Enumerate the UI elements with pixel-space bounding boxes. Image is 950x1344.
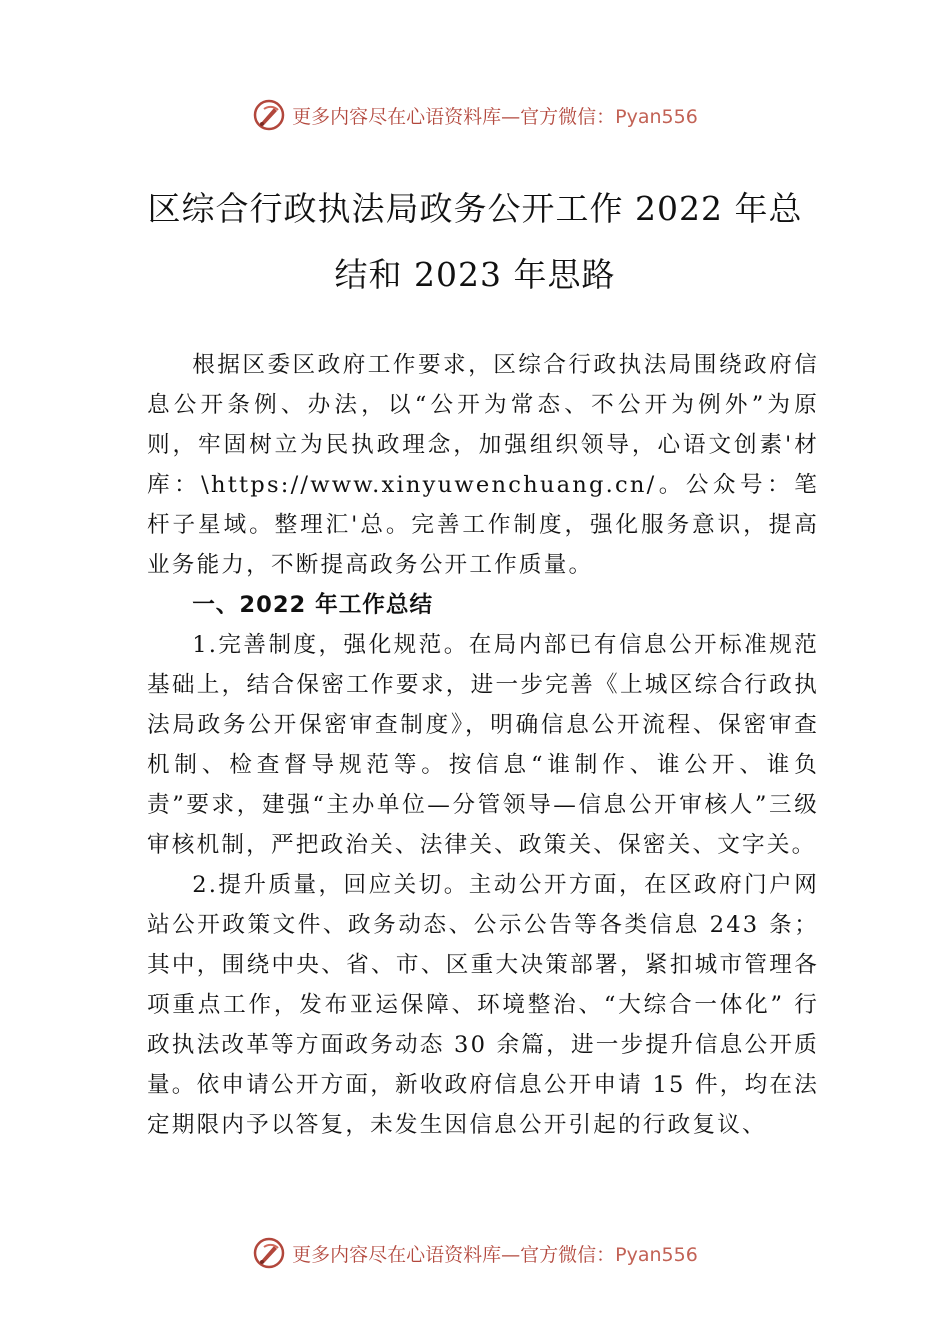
watermark-label: 更多内容尽在心语资料库—官方微信：	[292, 1243, 616, 1266]
document-title	[0, 176, 950, 308]
title-line-2: 结和 2023 年思路	[334, 255, 616, 294]
watermark-label: 更多内容尽在心语资料库—官方微信：	[292, 105, 616, 128]
footer-watermark-banner	[0, 1233, 950, 1273]
watermark-text	[292, 1240, 698, 1267]
wechat-id: Pyan556	[615, 105, 698, 128]
title-line-1: 区综合行政执法局政务公开工作 2022 年总	[147, 189, 803, 228]
header-watermark-banner	[0, 95, 950, 135]
section-heading: 一、2022 年工作总结	[192, 592, 434, 618]
wechat-id: Pyan556	[615, 1243, 698, 1266]
intro-paragraph: 根据区委区政府工作要求，区综合行政执法局围绕政府信息公开条例、办法，以“公开为常态、不公开为例外”为原则，牢固树立为民执政理念，加强组织领导，心语文创素'材库：\https://www.xinyuwenchuang.cn/。公众号：笔杆子星域。整理汇'总。完善工作制度，强化服务意识，提高业务能力，不断提高政务公开工作质量。	[147, 352, 819, 578]
item-1-paragraph: 1.完善制度，强化规范。在局内部已有信息公开标准规范基础上，结合保密工作要求，进一步完善《上城区综合行政执法局政务公开保密审查制度》，明确信息公开流程、保密审查机制、检查督导规范等。按信息“谁制作、谁公开、谁负责”要求，建强“主办单位—分管领导—信息公开审核人”三级审核机制，严把政治关、法律关、政策关、保密关、文字关。	[147, 632, 819, 858]
pen-logo-icon	[252, 98, 286, 132]
watermark-text	[292, 102, 698, 129]
document-body	[147, 345, 819, 1145]
pen-logo-icon	[252, 1236, 286, 1270]
item-2-paragraph: 2.提升质量，回应关切。主动公开方面，在区政府门户网站公开政策文件、政务动态、公示公告等各类信息 243 条； 其中，围绕中央、省、市、区重大决策部署，紧扣城市管理各项重点工作，发布亚运保障、环境整治、“大综合一体化” 行政执法改革等方面政务动态 30 余篇，进一步提升信息公开质量。依申请公开方面，新收政府信息公开申请 15 件，均在法定期限内予以答复，未发生因信息公开引起的行政复议、	[147, 872, 819, 1138]
